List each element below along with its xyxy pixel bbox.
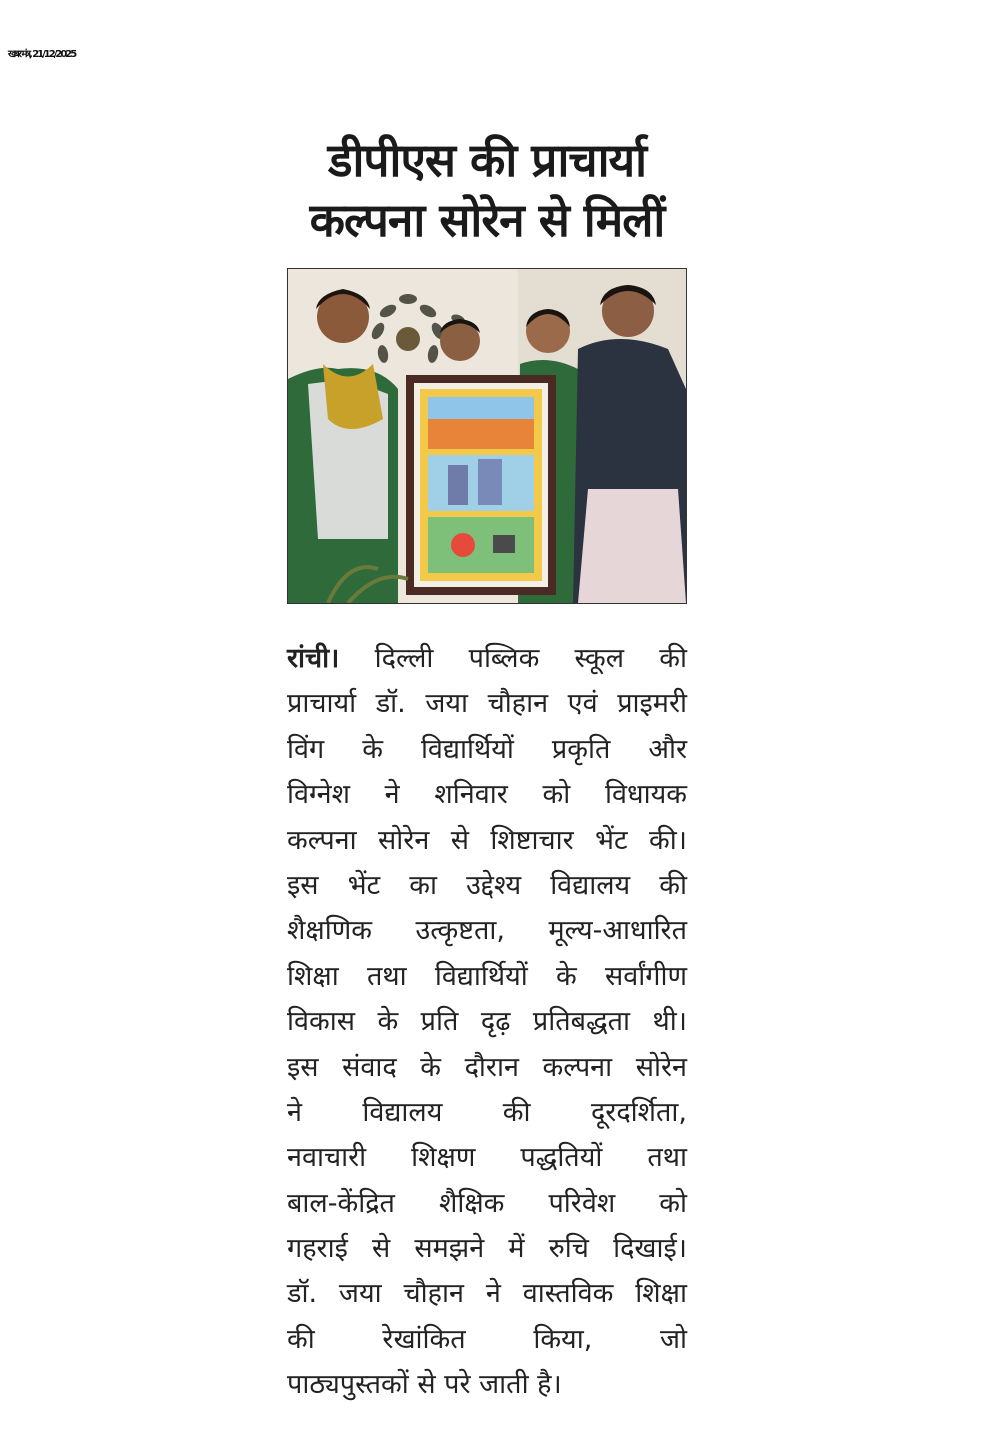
headline (286, 130, 688, 250)
article-line-8: शिक्षा तथा विद्यार्थियों के सर्वांगीण (287, 960, 687, 992)
article-line-2: प्राचार्या डॉ. जया चौहान एवं प्राइमरी (287, 688, 687, 720)
article-line-5: कल्पना सोरेन से शिष्टाचार भेंट की। (287, 824, 687, 856)
article-line-3: विंग के विद्यार्थियों प्रकृति और (287, 733, 687, 765)
article-line-11: ने विद्यालय की दूरदर्शिता, (287, 1096, 687, 1128)
article-line-1-text: दिल्ली पब्लिक स्कूल की (339, 643, 687, 674)
article-line-14: गहराई से समझने में रुचि दिखाई। (287, 1233, 687, 1265)
article-line-10: इस संवाद के दौरान कल्पना सोरेन (287, 1051, 687, 1083)
photo-illustration (288, 269, 686, 603)
article-line-17: पाठ्यपुस्तकों से परे जाती है। (287, 1369, 562, 1401)
dateline: रांची। (287, 643, 340, 674)
article-line-6: इस भेंट का उद्देश्य विद्यालय की (287, 869, 687, 901)
news-photo (287, 268, 687, 604)
article-line-16: की रेखांकित किया, जो (287, 1323, 687, 1355)
masthead-title: खबर मंत्र, 21/12/2025 (8, 49, 76, 60)
article-line-13: बाल-केंद्रित शैक्षिक परिवेश को (287, 1187, 687, 1219)
article-line-4: विग्नेश ने शनिवार को विधायक (287, 779, 687, 811)
article-line-15: डॉ. जया चौहान ने वास्तविक शिक्षा (287, 1278, 687, 1310)
article-line-1 (287, 636, 687, 681)
article-body (287, 636, 687, 1408)
article-line-12: नवाचारी शिक्षण पद्धतियों तथा (287, 1142, 687, 1174)
headline-line-1: डीपीएस की प्राचार्या (327, 133, 647, 187)
headline-line-2: कल्पना सोरेन से मिलीं (309, 193, 665, 247)
article-line-7: शैक्षणिक उत्कृष्टता, मूल्य-आधारित (287, 915, 687, 947)
article-line-9: विकास के प्रति दृढ़ प्रतिबद्धता थी। (287, 1006, 687, 1038)
